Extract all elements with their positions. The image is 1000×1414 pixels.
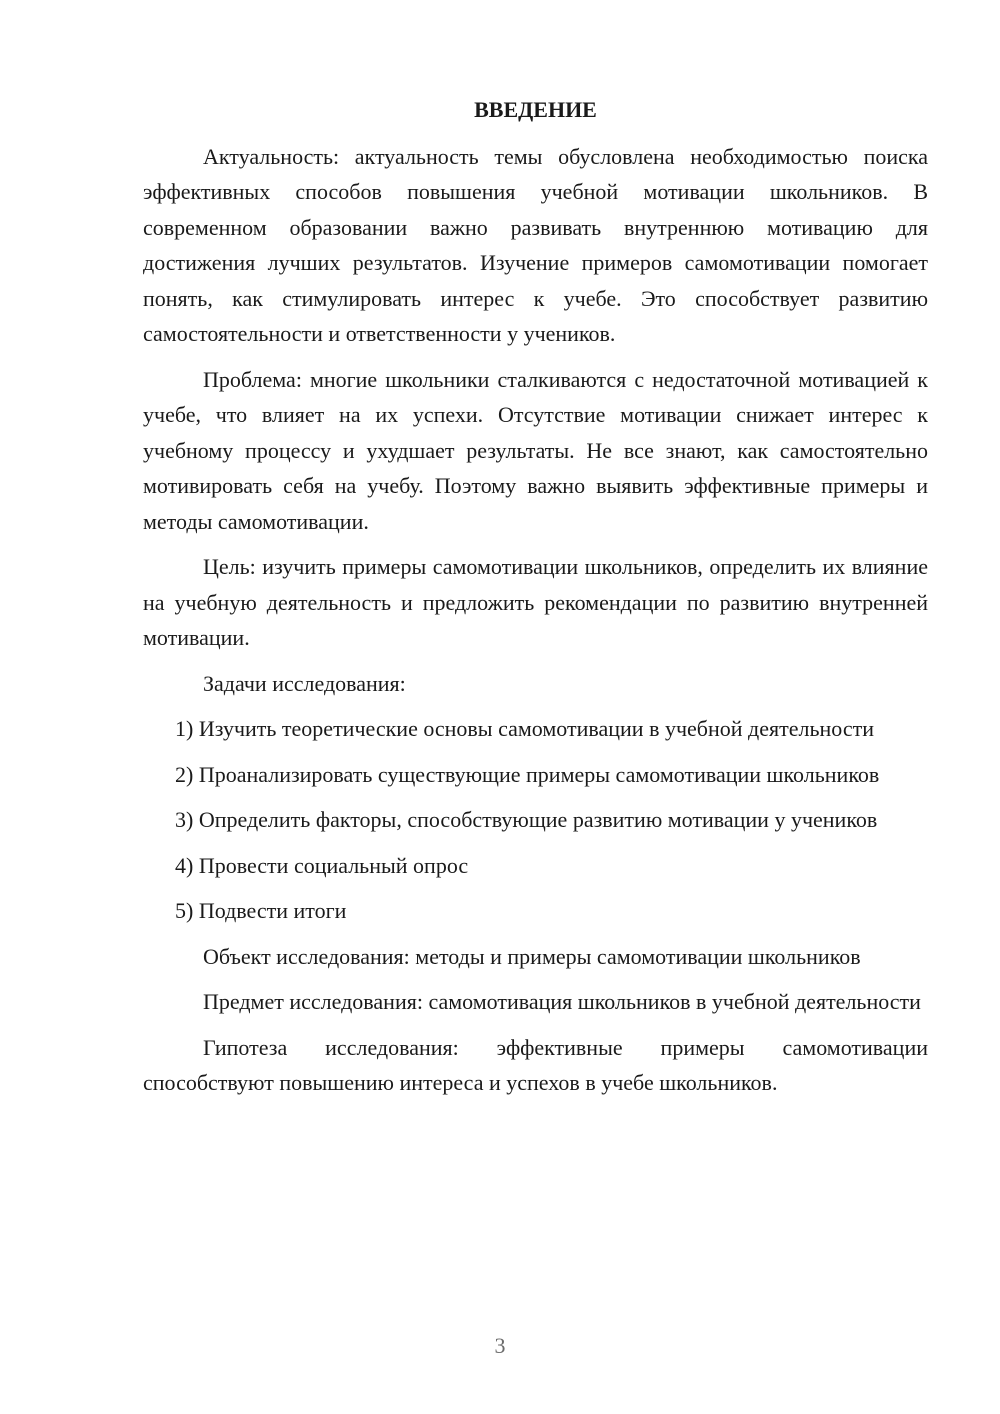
page-number: 3 — [494, 1333, 506, 1358]
page-title: ВВЕДЕНИЕ — [474, 97, 597, 122]
task-item: 4) Провести социальный опрос — [175, 852, 469, 878]
task-item: 3) Определить факторы, способствующие развитию мотивации у учеников — [175, 807, 878, 832]
relevance-paragraph: Актуальность: актуальность темы обусловлена необходимостью поиска эффективных способов повышения учебной мотивации школьников. В современном образовании важно развивать внутреннюю мотивацию для достижения лучших результатов. Изучение примеров самомотивации помогает понять, как стимулировать интерес к учебе. Это способствует развитию самостоятельности и ответственности у учеников. — [143, 143, 928, 346]
task-item: 5) Подвести итоги — [175, 898, 347, 923]
hypothesis-paragraph: Гипотеза исследования: эффективные примеры самомотивации способствуют повышению интереса и успехов в учебе школьников. — [143, 1034, 928, 1095]
subject-paragraph: Предмет исследования: самомотивация школьников в учебной деятельности — [203, 989, 921, 1014]
tasks-heading: Задачи исследования: — [203, 670, 406, 696]
page-content — [143, 92, 928, 1111]
task-item: 1) Изучить теоретические основы самомотивации в учебной деятельности — [175, 716, 874, 741]
goal-paragraph: Цель: изучить примеры самомотивации школьников, определить их влияние на учебную деятельность и предложить рекомендации по развитию внутренней мотивации. — [143, 554, 928, 650]
task-item: 2) Проанализировать существующие примеры самомотивации школьников — [175, 761, 880, 787]
object-paragraph: Объект исследования: методы и примеры самомотивации школьников — [203, 943, 861, 969]
problem-paragraph: Проблема: многие школьники сталкиваются с недостаточной мотивацией к учебе, что влияет на их успехи. Отсутствие мотивации снижает интерес к учебному процессу и ухудшает результаты. Не все знают, как самостоятельно мотивировать себя на учебу. Поэтому важно выявить эффективные примеры и методы самомотивации. — [143, 366, 928, 534]
